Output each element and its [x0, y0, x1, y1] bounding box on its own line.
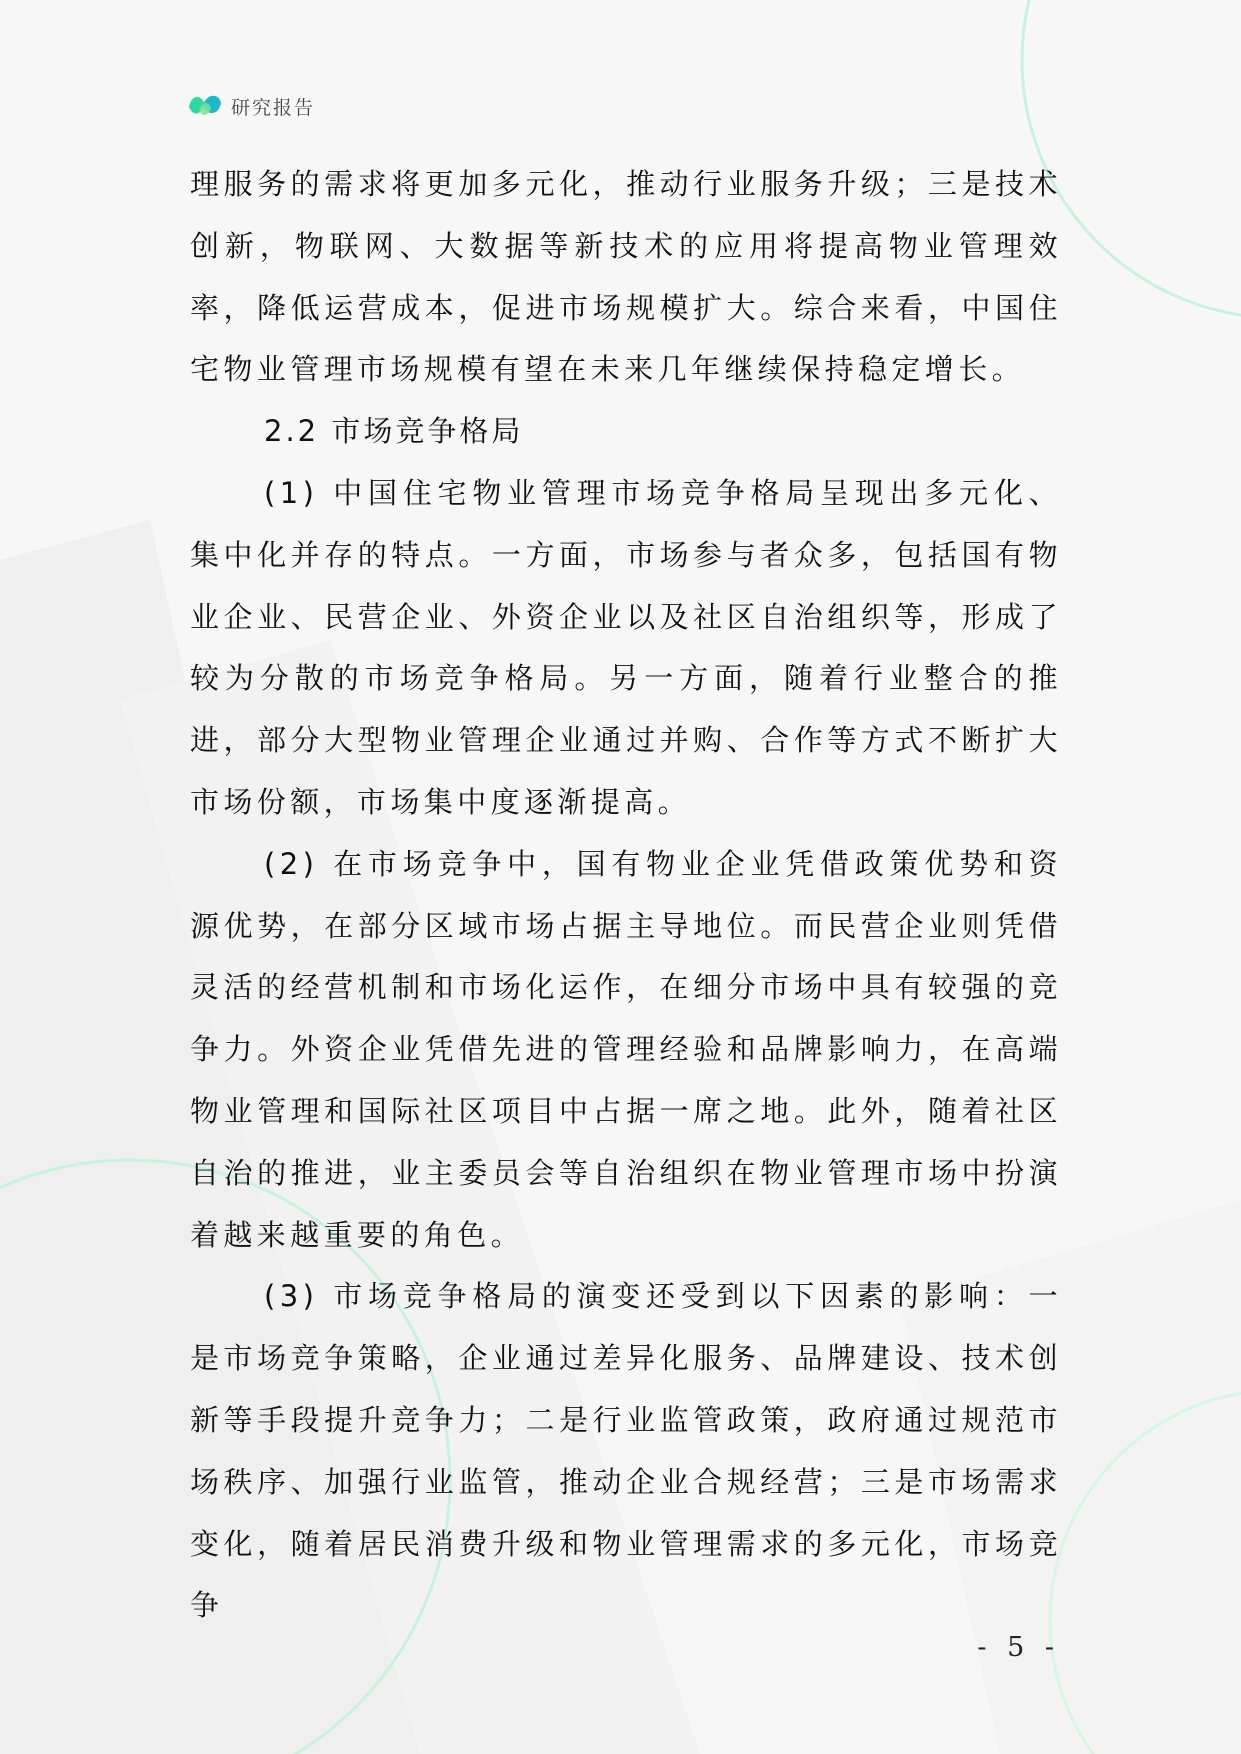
header-title: 研究报告 — [231, 96, 316, 119]
page-number: - 5 - — [977, 1632, 1060, 1663]
leaf-logo-icon — [187, 91, 223, 121]
main-content — [190, 154, 1062, 1637]
report-header — [187, 88, 315, 124]
paragraph-item-1: (1) 中国住宅物业管理市场竞争格局呈现出多元化、集中化并存的特点。一方面，市场参与者众多，包括国有物业企业、民营企业、外资企业以及社区自治组织等，形成了较为分散的市场竞争格局。另一方面，随着行业整合的推进，部分大型物业管理企业通过并购、合作等方式不断扩大市场份额，市场集中度逐渐提高。 — [190, 475, 1062, 819]
paragraph-item-2: (2) 在市场竞争中，国有物业企业凭借政策优势和资源优势，在部分区域市场占据主导地位。而民营企业则凭借灵活的经营机制和市场化运作，在细分市场中具有较强的竞争力。外资企业凭借先进的管理经验和品牌影响力，在高端物业管理和国际社区项目中占据一席之地。此外，随着社区自治的推进，业主委员会等自治组织在物业管理市场中扮演着越来越重要的角色。 — [190, 846, 1062, 1252]
paragraph-continued: 理服务的需求将更加多元化，推动行业服务升级；三是技术创新，物联网、大数据等新技术的应用将提高物业管理效率，降低运营成本，促进市场规模扩大。综合来看，中国住宅物业管理市场规模有望在未来几年继续保持稳定增长。 — [190, 167, 1062, 387]
paragraph-item-3: (3) 市场竞争格局的演变还受到以下因素的影响：一是市场竞争策略，企业通过差异化服务、品牌建设、技术创新等手段提升竞争力；二是行业监管政策，政府通过规范市场秩序、加强行业监管，推动企业合规经营；三是市场需求变化，随着居民消费升级和物业管理需求的多元化，市场竞争 — [190, 1279, 1062, 1623]
section-heading: 2.2 市场竞争格局 — [264, 414, 524, 449]
